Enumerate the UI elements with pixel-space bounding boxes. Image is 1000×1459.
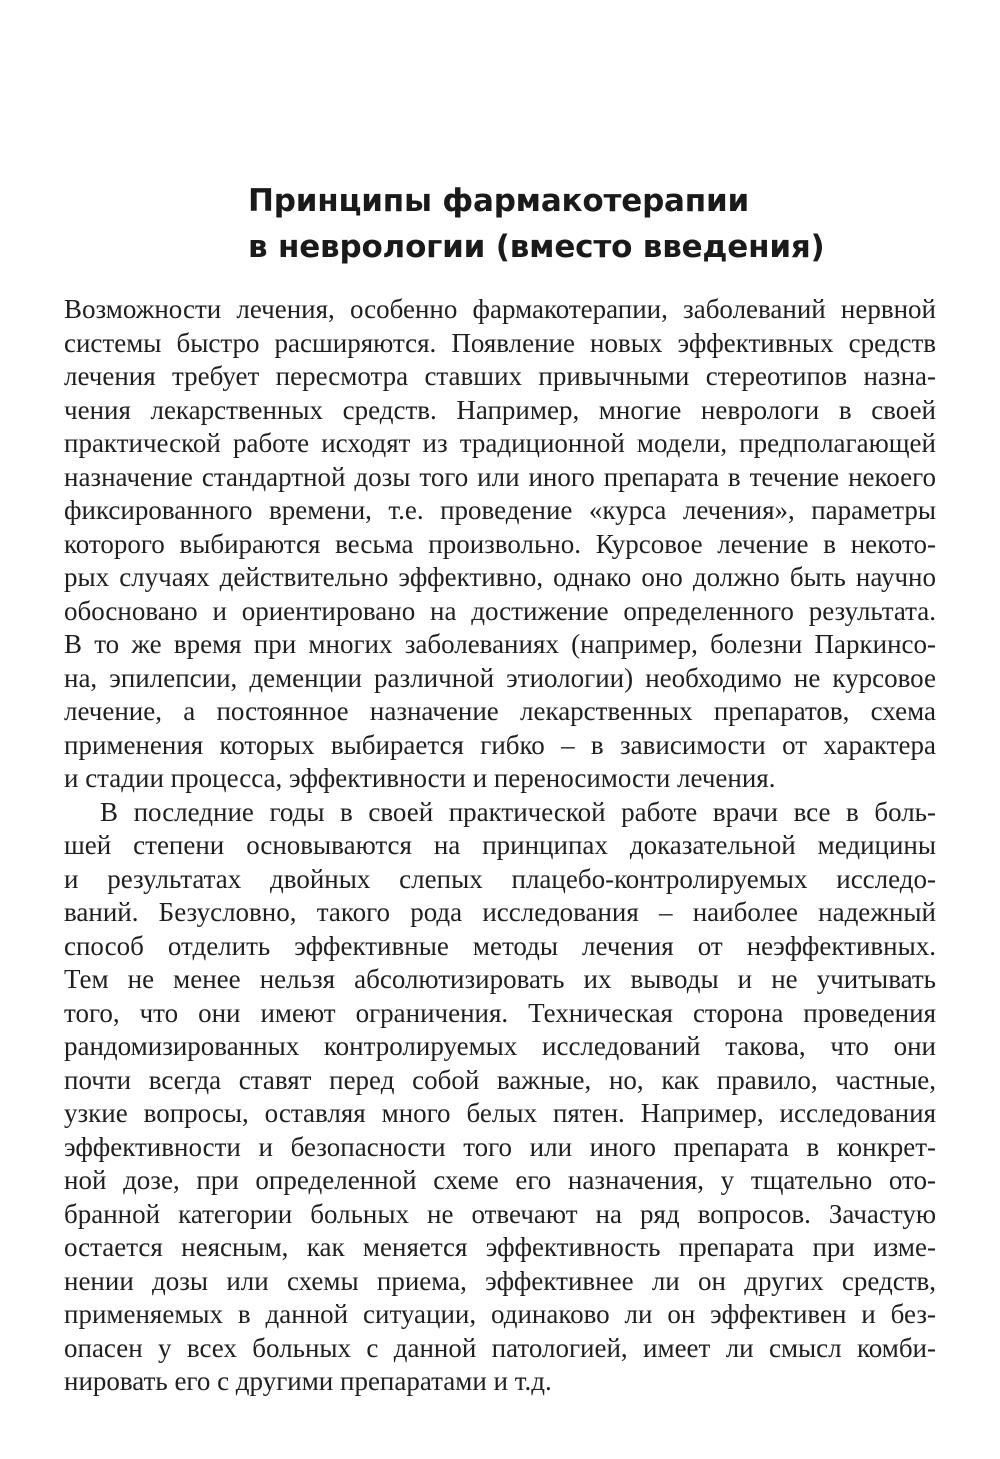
text-line: системы быстро расширяются. Появление новых эффективных средств — [64, 327, 936, 358]
text-line: почти всегда ставят перед собой важные, но, как правило, частные, — [64, 1064, 936, 1095]
text-line: практической работе исходят из традиционной модели, предполагающей — [64, 428, 936, 458]
title-line: Принципы фармакотерапии — [248, 183, 750, 219]
text-line: которого выбираются весьма произвольно. Курсовое лечение в некото- — [64, 528, 936, 559]
paragraph-1 — [64, 293, 936, 796]
text-line: нировать его с другими препаратами и т.д. — [64, 1366, 552, 1396]
text-line: узкие вопросы, оставляя много белых пятен. Например, исследования — [64, 1098, 936, 1128]
text-line: ваний. Безусловно, такого рода исследования – наиболее надежный — [64, 897, 936, 927]
text-line: шей степени основываются на принципах доказательной медицины — [64, 830, 936, 860]
text-line: того, что они имеют ограничения. Техническая сторона проведения — [64, 997, 936, 1028]
title-line: в неврологии (вместо введения) — [248, 229, 825, 265]
text-line: нении дозы или схемы приема, эффективнее ли он других средств, — [64, 1265, 936, 1296]
text-line: на, эпилепсии, деменции различной этиологии) необходимо не курсовое — [64, 662, 936, 693]
page-title — [248, 178, 888, 270]
text-line: применяемых в данной ситуации, одинаково ли он эффективен и без- — [64, 1299, 936, 1329]
text-line: В то же время при многих заболеваниях (например, болезни Паркинсо- — [64, 629, 936, 659]
text-line: опасен у всех больных с данной патологией, имеет ли смысл комби- — [64, 1332, 936, 1363]
text-line: остается неясным, как меняется эффективность препарата при изме- — [64, 1232, 936, 1262]
text-line: применения которых выбирается гибко – в зависимости от характера — [64, 729, 936, 760]
text-line: лечения требует пересмотра ставших привычными стереотипов назна- — [64, 361, 936, 391]
text-line: лечение, а постоянное назначение лекарственных препаратов, схема — [64, 696, 936, 726]
text-line: рандомизированных контролируемых исследований такова, что они — [64, 1031, 936, 1061]
text-line: и результатах двойных слепых плацебо-контролируемых исследо- — [64, 863, 936, 894]
text-line: чения лекарственных средств. Например, многие неврологи в своей — [64, 394, 936, 425]
text-line: В последние годы в своей практической работе врачи все в боль- — [100, 796, 936, 827]
text-line: бранной категории больных не отвечают на ряд вопросов. Зачастую — [64, 1198, 936, 1229]
text-line: Тем не менее нельзя абсолютизировать их выводы и не учитывать — [64, 964, 936, 994]
text-line: способ отделить эффективные методы лечения от неэффективных. — [64, 930, 936, 961]
text-line: эффективности и безопасности того или иного препарата в конкрет- — [64, 1131, 936, 1162]
text-line: ной дозе, при определенной схеме его назначения, у тщательно ото- — [64, 1165, 936, 1195]
text-line: обосновано и ориентировано на достижение определенного результата. — [64, 595, 936, 626]
text-line: Возможности лечения, особенно фармакотерапии, заболеваний нервной — [64, 294, 936, 324]
text-line: и стадии процесса, эффективности и переносимости лечения. — [64, 763, 776, 793]
paragraph-2 — [64, 796, 936, 1399]
text-line: назначение стандартной дозы того или иного препарата в течение некоего — [64, 461, 936, 492]
text-line: рых случаях действительно эффективно, однако оно должно быть научно — [64, 562, 936, 592]
text-line: фиксированного времени, т.е. проведение «курса лечения», параметры — [64, 495, 936, 525]
body-text — [64, 293, 936, 1399]
